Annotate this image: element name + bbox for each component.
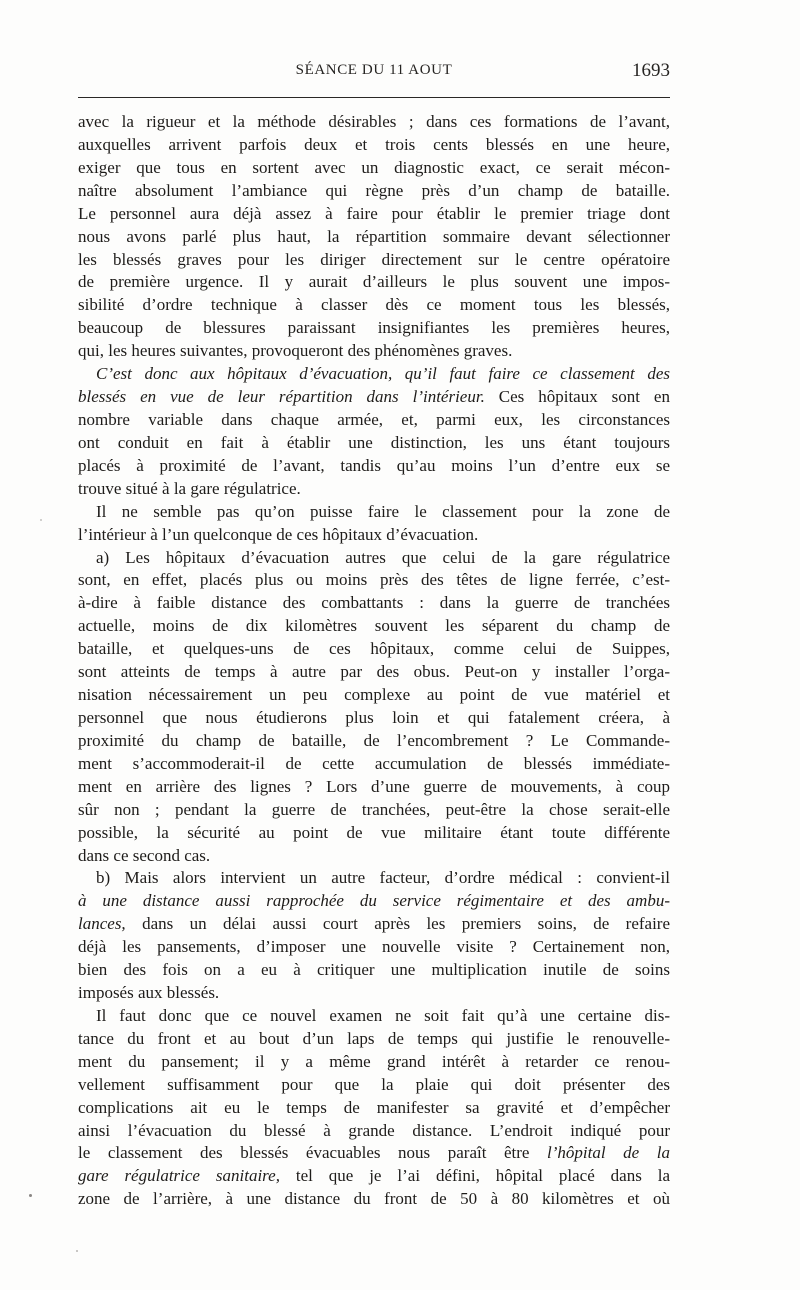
italic-text: l’hôpital de la [547, 1143, 670, 1163]
text-line: ont conduit en fait à établir une distinction, les uns étant toujours [78, 432, 670, 452]
header-rule [78, 97, 670, 98]
text-line: ment s’accommoderait-il de cette accumulation de blessés immédiate- [78, 753, 670, 773]
text-line: complications ait eu le temps de manifester sa gravité et d’empêcher [78, 1097, 670, 1117]
italic-text: blessés en vue de leur répartition dans l’intérieur. [78, 387, 485, 407]
text-line: vellement suffisamment pour que la plaie qui doit présenter des [78, 1074, 670, 1094]
text-line: nombre variable dans chaque armée, et, parmi eux, les circonstances [78, 409, 670, 429]
text-line: tance du front et au bout d’un laps de temps qui justifie le renouvelle- [78, 1028, 670, 1048]
text-line: imposés aux blessés. [78, 983, 220, 1003]
paper-speck [76, 1250, 78, 1252]
text-line [78, 913, 670, 936]
text-line: avec la rigueur et la méthode désirables ; dans ces formations de l’avant, [78, 112, 670, 131]
page-header [78, 60, 670, 86]
text-line [78, 363, 670, 386]
text-line: b) Mais alors intervient un autre facteur, d’ordre médical : convient-il [96, 868, 670, 888]
text-line [78, 890, 670, 913]
italic-text: à une distance aussi rapprochée du service régimentaire et des ambu- [78, 891, 670, 911]
text-line: naître absolument l’ambiance qui règne près d’un champ de bataille. [78, 180, 670, 200]
text-line: ment en arrière des lignes ? Lors d’une guerre de mouvements, à coup [78, 776, 670, 796]
text-line: personnel que nous étudierons plus loin et qui fatalement créera, à [78, 707, 670, 727]
text-line: exiger que tous en sortent avec un diagnostic exact, ce serait mécon- [78, 157, 670, 177]
text-line: déjà les pansements, d’imposer une nouvelle visite ? Certainement non, [78, 937, 670, 957]
text-line [78, 1165, 670, 1188]
text-line: Il ne semble pas qu’on puisse faire le classement pour la zone de [96, 501, 670, 521]
text-line: nous avons parlé plus haut, la répartition sommaire devant sélectionner [78, 226, 670, 246]
text-line: les blessés graves pour les diriger directement sur le centre opératoire [78, 249, 670, 269]
text-line: ment du pansement; il y a même grand intérêt à retarder ce renou- [78, 1051, 670, 1071]
running-head: SÉANCE DU 11 AOUT [295, 62, 453, 78]
text-line: sont, en effet, placés plus ou moins près des têtes de ligne ferrée, c’est- [78, 570, 670, 590]
paper-speck [29, 1194, 32, 1197]
text-line: a) Les hôpitaux d’évacuation autres que celui de la gare régulatrice [96, 547, 670, 567]
text-line: qui, les heures suivantes, provoqueront des phénomènes graves. [78, 341, 513, 361]
text-line: sont atteints de temps à autre par des obus. Peut-on y installer l’orga- [78, 662, 670, 682]
text-line: Il faut donc que ce nouvel examen ne soit fait qu’à une certaine dis- [96, 1005, 670, 1025]
text-line: actuelle, moins de dix kilomètres souvent les séparent du champ de [78, 616, 670, 636]
text-line: Le personnel aura déjà assez à faire pour établir le premier triage dont [78, 203, 670, 223]
page-number: 1693 [632, 60, 670, 81]
text-line [78, 386, 670, 409]
text-line: auxquelles arrivent parfois deux et trois cents blessés en une heure, [78, 134, 670, 154]
text-line: dans ce second cas. [78, 845, 211, 865]
text-line: ainsi l’évacuation du blessé à grande distance. L’endroit indiqué pour [78, 1120, 670, 1140]
text-line: possible, la sécurité au point de vue militaire étant toute différente [78, 822, 670, 842]
text-line: à-dire à faible distance des combattants : dans la guerre de tranchées [78, 593, 670, 613]
text-line: proximité du champ de bataille, de l’encombrement ? Le Commande- [78, 730, 670, 750]
text-line: nisation nécessairement un peu complexe au point de vue matériel et [78, 685, 670, 705]
text-fragment: Ces hôpitaux sont en [484, 387, 670, 407]
text-line: de première urgence. Il y aurait d’ailleurs le plus souvent une impos- [78, 272, 670, 292]
text-line: bien des fois on a eu à critiquer une multiplication inutile de soins [78, 960, 670, 980]
text-line: trouve situé à la gare régulatrice. [78, 478, 301, 498]
italic-text: lances, [78, 914, 126, 934]
text-line: sûr non ; pendant la guerre de tranchées, peut-être la chose serait-elle [78, 799, 670, 819]
text-fragment: tel que je l’ai défini, hôpital placé dans la [279, 1166, 670, 1186]
text-line: placés à proximité de l’avant, tandis qu’au moins l’un d’entre eux se [78, 455, 670, 475]
text-fragment: le classement des blessés évacuables nous paraît être [78, 1143, 548, 1163]
italic-text: C’est donc aux hôpitaux d’évacuation, qu’il faut faire ce classement des [96, 364, 670, 384]
text-line: sibilité d’ordre technique à classer dès ce moment tous les blessés, [78, 295, 670, 315]
text-line: zone de l’arrière, à une distance du front de 50 à 80 kilomètres et où [78, 1189, 670, 1209]
text-line: beaucoup de blessures paraissant insignifiantes les premières heures, [78, 318, 670, 338]
text-line [78, 1142, 670, 1165]
italic-text: gare régulatrice sanitaire, [78, 1166, 280, 1186]
text-fragment: dans un délai aussi court après les premiers soins, de refaire [125, 914, 670, 934]
paper-speck [40, 519, 42, 521]
text-line: bataille, et quelques-uns de ces hôpitaux, comme celui de Suippes, [78, 639, 670, 659]
text-line: l’intérieur à l’un quelconque de ces hôpitaux d’évacuation. [78, 524, 479, 544]
body-text [78, 111, 670, 1211]
